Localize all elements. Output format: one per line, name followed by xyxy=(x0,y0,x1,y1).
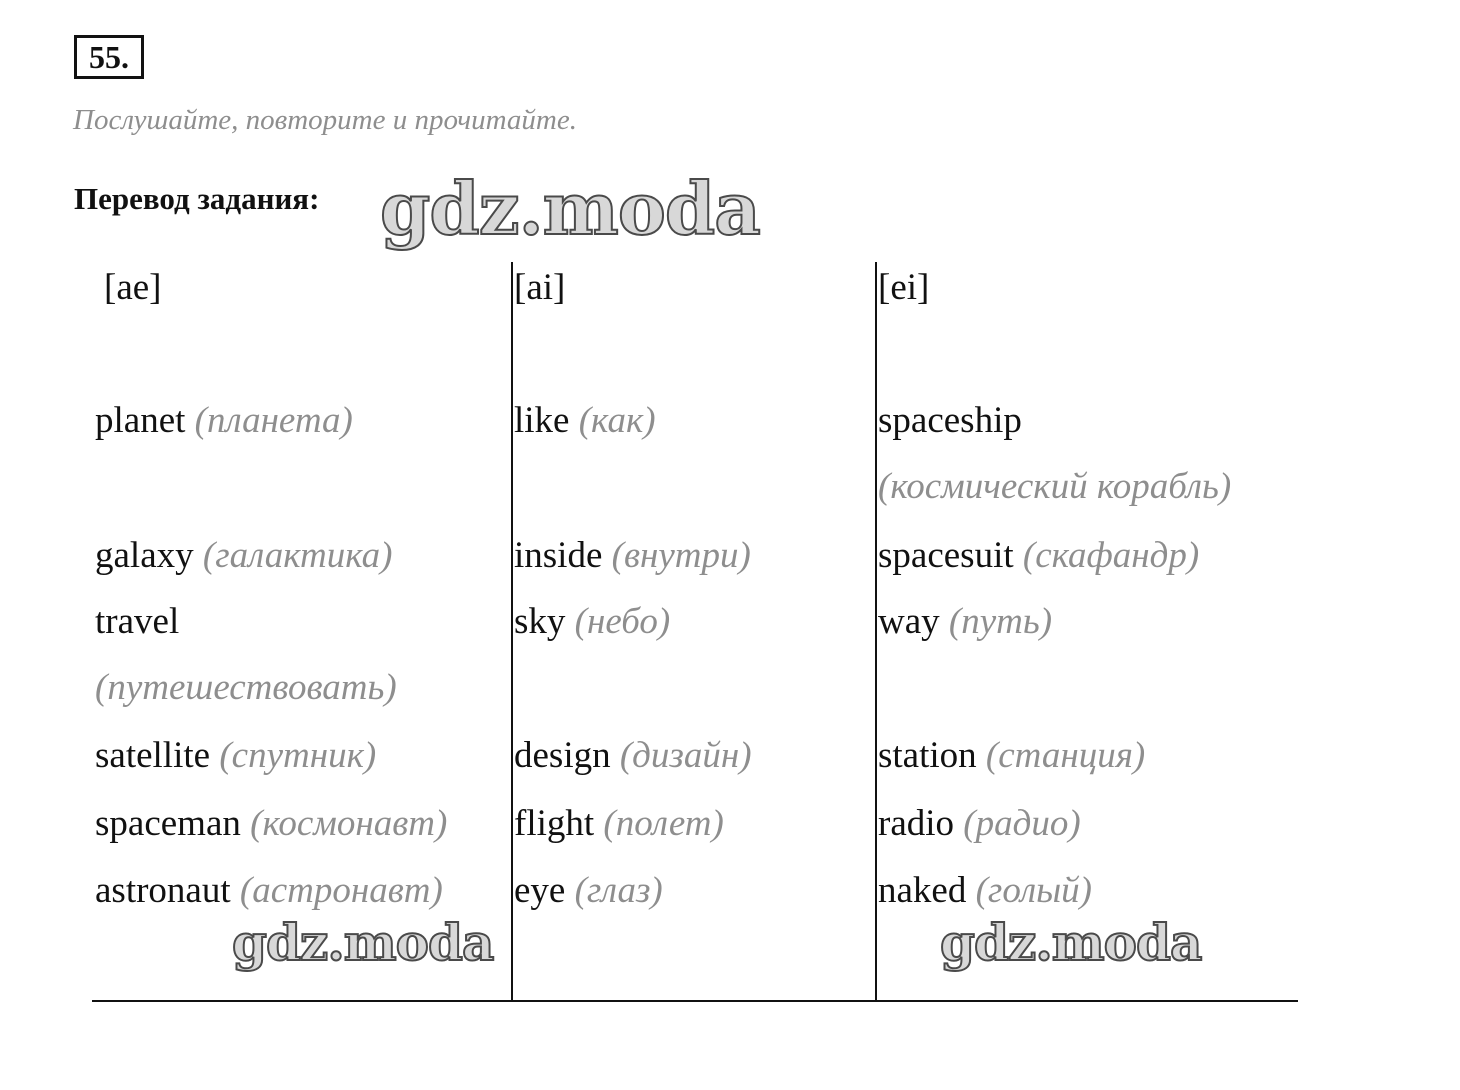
list-item xyxy=(514,399,656,443)
word-translation: (станция) xyxy=(985,735,1146,776)
list-item xyxy=(95,399,353,443)
table-bottom-line xyxy=(92,1000,1298,1002)
word: flight xyxy=(514,803,595,844)
word-translation: (космонавт) xyxy=(250,803,448,844)
instruction-text: Послушайте, повторите и прочитайте. xyxy=(73,104,577,136)
word: satellite xyxy=(95,735,211,776)
word: travel xyxy=(95,601,180,642)
word-translation: (небо) xyxy=(574,601,671,642)
list-item xyxy=(95,802,447,846)
list-item xyxy=(95,869,443,913)
word-translation: (скафандр) xyxy=(1022,535,1200,576)
list-item xyxy=(514,600,670,644)
watermark-logo: gdz.moda xyxy=(940,913,1202,972)
word-translation: (космический корабль) xyxy=(878,466,1232,507)
list-item xyxy=(878,802,1081,846)
column-header-ai: [ai] xyxy=(514,267,566,308)
word: way xyxy=(878,601,940,642)
list-item xyxy=(514,802,724,846)
word: design xyxy=(514,735,611,776)
word-translation: (путешествовать) xyxy=(95,667,397,708)
word: spaceman xyxy=(95,803,241,844)
word-translation: (как) xyxy=(578,400,656,441)
word: astronaut xyxy=(95,870,231,911)
column-divider xyxy=(511,262,513,1002)
word-translation: (полет) xyxy=(603,803,724,844)
word: naked xyxy=(878,870,967,911)
watermark-logo: gdz.moda xyxy=(380,166,760,251)
column-divider xyxy=(875,262,877,1002)
word: spaceship xyxy=(878,400,1022,441)
list-item xyxy=(878,734,1145,778)
word-translation: (внутри) xyxy=(611,535,751,576)
word: inside xyxy=(514,535,603,576)
list-item xyxy=(878,399,1231,509)
word-translation: (радио) xyxy=(963,803,1081,844)
word: station xyxy=(878,735,977,776)
list-item xyxy=(878,600,1052,644)
word: sky xyxy=(514,601,566,642)
watermark-logo: gdz.moda xyxy=(232,913,494,972)
word-translation: (путь) xyxy=(948,601,1053,642)
word: planet xyxy=(95,400,186,441)
column-header-ei: [ei] xyxy=(878,267,930,308)
list-item xyxy=(514,534,751,578)
word: eye xyxy=(514,870,566,911)
word: like xyxy=(514,400,570,441)
word-translation: (галактика) xyxy=(202,535,393,576)
list-item xyxy=(514,869,663,913)
list-item xyxy=(95,600,397,710)
word: galaxy xyxy=(95,535,194,576)
list-item xyxy=(95,534,392,578)
list-item xyxy=(878,869,1092,913)
word: spacesuit xyxy=(878,535,1014,576)
word-translation: (глаз) xyxy=(574,870,663,911)
list-item xyxy=(95,734,376,778)
word-translation: (голый) xyxy=(975,870,1092,911)
word: radio xyxy=(878,803,955,844)
word-translation: (дизайн) xyxy=(619,735,752,776)
word-translation: (спутник) xyxy=(219,735,377,776)
word-translation: (астронавт) xyxy=(239,870,443,911)
list-item xyxy=(878,534,1199,578)
list-item xyxy=(514,734,752,778)
exercise-number: 55. xyxy=(74,35,144,79)
translation-heading: Перевод задания: xyxy=(74,181,320,216)
column-header-ae: [ae] xyxy=(104,267,162,308)
word-translation: (планета) xyxy=(194,400,353,441)
